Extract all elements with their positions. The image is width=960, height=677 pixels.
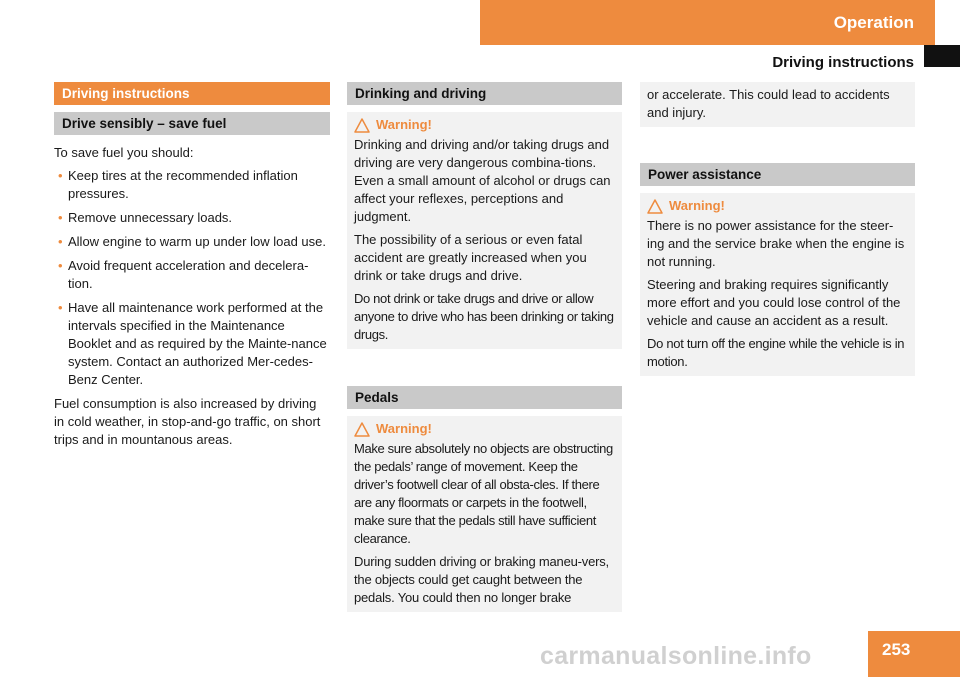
- warning-text: Steering and braking requires significantly more effort and you could lose control of the vehicle and cause an accident as a result.: [647, 277, 901, 328]
- section-tab: [480, 0, 935, 45]
- page-number-text: 253: [882, 640, 911, 659]
- fuel-tips-list: [54, 167, 330, 389]
- column-fuel: [54, 82, 330, 449]
- power-warning-box: [640, 193, 915, 376]
- warning-label: Warning!: [376, 421, 432, 436]
- section-heading: Driving instructions: [54, 82, 330, 105]
- warning-text: The possibility of a serious or even fatal accident are greatly increased when you drink or take drugs and drive.: [354, 232, 587, 283]
- list-item: [54, 233, 330, 251]
- warning-header: [354, 420, 616, 438]
- list-item: [54, 299, 330, 389]
- warning-text: Do not drink or take drugs and drive or allow anyone to drive who has been drinking or taking drugs.: [354, 291, 614, 342]
- power-heading: Power assistance: [640, 163, 915, 186]
- warning-label: Warning!: [669, 198, 725, 213]
- list-item-text: Allow engine to warm up under low load use.: [68, 234, 326, 249]
- warning-triangle-icon: [354, 422, 370, 437]
- bullet-dot-icon: •: [58, 300, 63, 315]
- warning-header: [354, 116, 616, 134]
- outro-text: Fuel consumption is also increased by driving in cold weather, in stop-and-go traffic, on short trips and in mountanous areas.: [54, 396, 321, 447]
- pedals-warning-box: [347, 416, 622, 612]
- subsection-title: Driving instructions: [772, 54, 914, 71]
- warning-header: [647, 197, 909, 215]
- warning-text: or accelerate. This could lead to accidents and injury.: [647, 87, 890, 120]
- pedals-heading: Pedals: [347, 386, 622, 409]
- header-marker: [924, 45, 960, 67]
- warning-text: Do not turn off the engine while the vehicle is in motion.: [647, 336, 905, 369]
- warning-triangle-icon: [354, 118, 370, 133]
- list-item: [54, 209, 330, 227]
- bullet-dot-icon: •: [58, 234, 63, 249]
- bullet-dot-icon: •: [58, 210, 63, 225]
- drinking-heading: Drinking and driving: [347, 82, 622, 105]
- warning-text: Drinking and driving and/or taking drugs and driving are very dangerous combina-tions. Even a small amount of alcohol or drugs can affect your reflexes, perceptions and judgment.: [354, 137, 611, 224]
- watermark: carmanualsonline.info: [540, 642, 812, 670]
- list-item-text: Keep tires at the recommended inflation pressures.: [68, 168, 298, 201]
- column-right: [640, 82, 915, 376]
- warning-text: During sudden driving or braking maneu-vers, the objects could get caught between the pedals. You could then no longer brake: [354, 554, 609, 605]
- list-item-text: Have all maintenance work performed at the intervals specified in the Maintenance Booklet and as required by the Mainte-nance system. Contact an authorized Mer-cedes-Benz Center.: [68, 300, 327, 387]
- warning-text: Make sure absolutely no objects are obstructing the pedals’ range of movement. Keep the driver’s footwell clear of all obsta-cles. If there are any floormats or carpets in the footwell, make sure that the pedals still have sufficient clearance.: [354, 441, 613, 546]
- intro-text: To save fuel you should:: [54, 145, 194, 160]
- list-item-text: Avoid frequent acceleration and decelera-tion.: [68, 258, 309, 291]
- section-title: Operation: [833, 12, 914, 32]
- bullet-dot-icon: •: [58, 258, 63, 273]
- warning-label: Warning!: [376, 117, 432, 132]
- list-item: [54, 167, 330, 203]
- column-middle: [347, 82, 622, 612]
- bullet-dot-icon: •: [58, 168, 63, 183]
- warning-text: There is no power assistance for the steer-ing and the service brake when the engine is not running.: [647, 218, 905, 269]
- drinking-warning-box: [347, 112, 622, 349]
- subsection-heading: Drive sensibly – save fuel: [54, 112, 330, 135]
- list-item: [54, 257, 330, 293]
- warning-triangle-icon: [647, 199, 663, 214]
- list-item-text: Remove unnecessary loads.: [68, 210, 233, 225]
- page-number: [868, 631, 960, 677]
- pedals-warning-continued: [640, 82, 915, 127]
